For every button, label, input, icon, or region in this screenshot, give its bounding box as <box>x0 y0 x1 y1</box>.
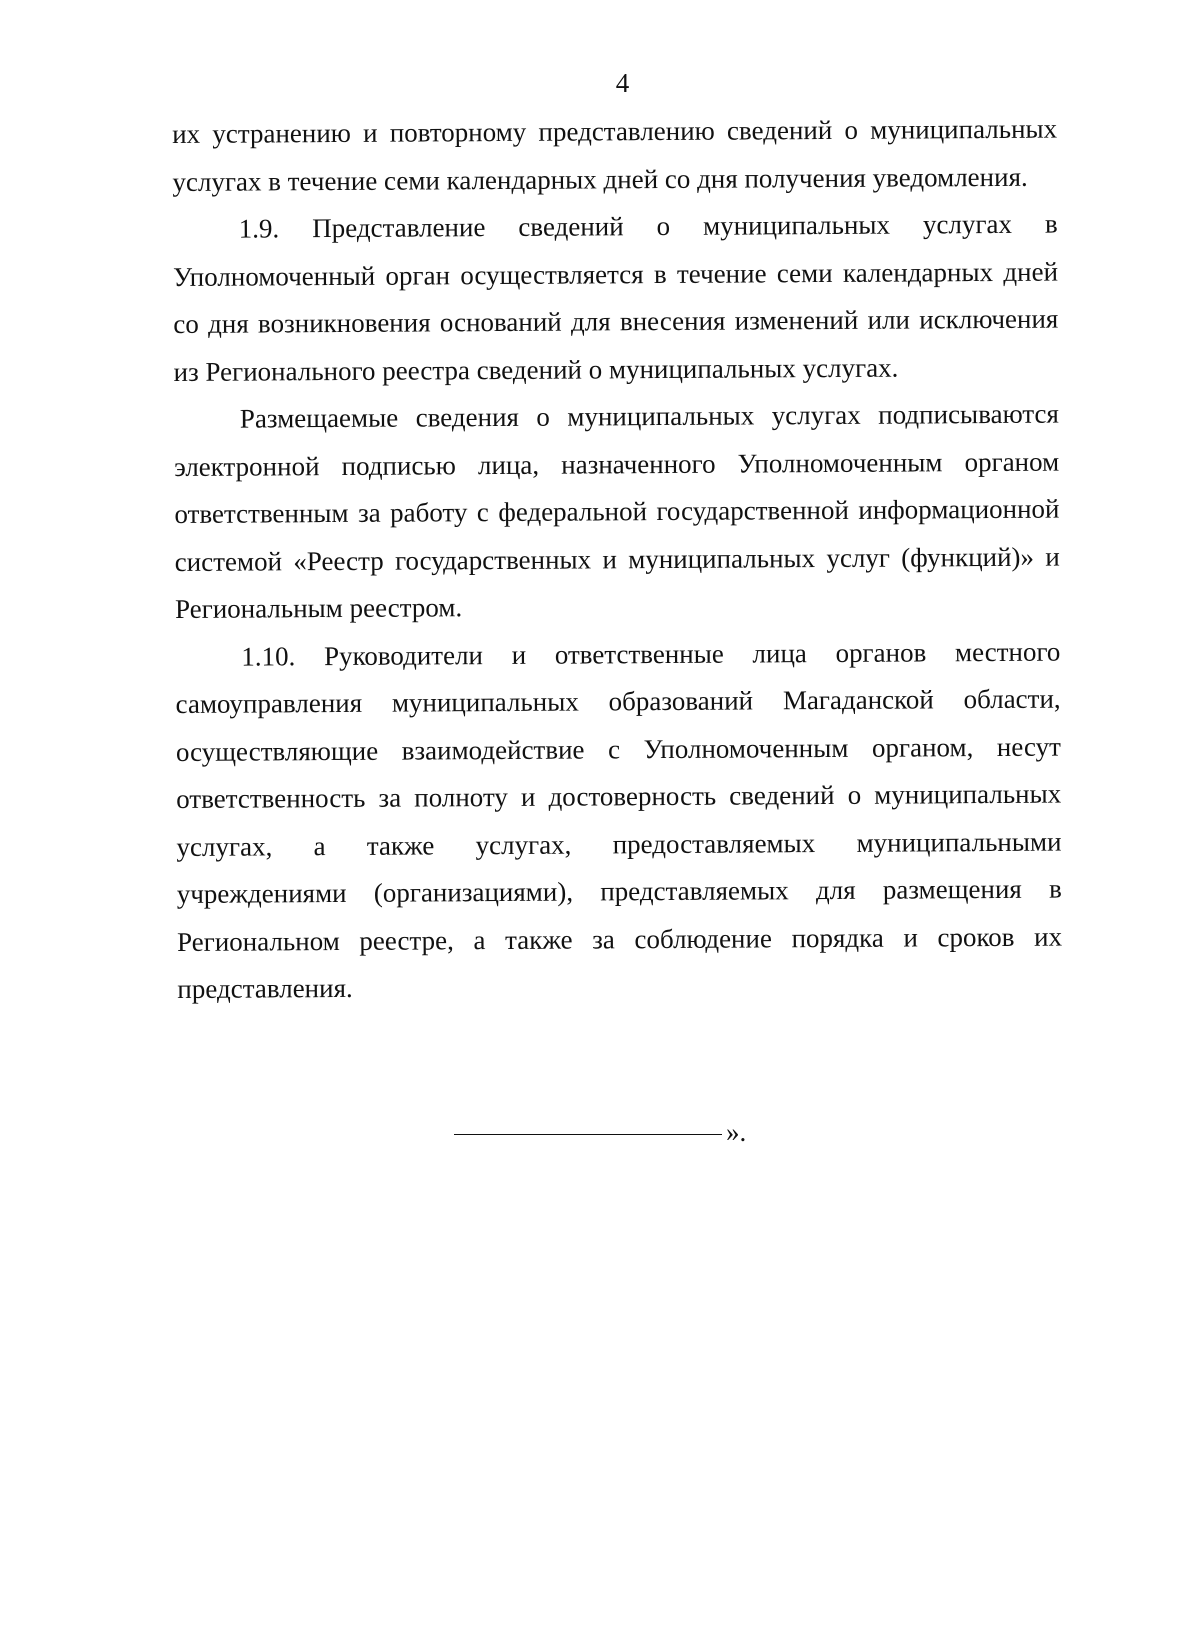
document-body <box>172 106 1062 1014</box>
paragraph-signature: Размещаемые сведения о муниципальных услугах подписываются электронной подписью лица, назначенного Уполномоченным органом ответственным за работу с федеральной государственной информационной системой «Реестр государственных и муниципальных услуг (функций)» и Региональным реестром. <box>174 398 1060 624</box>
paragraph-continuation: их устранению и повторному представлению сведений о муниципальных услугах в течение семи календарных дней со дня получения уведомления. <box>172 113 1058 197</box>
paragraph-1-9: 1.9. Представление сведений о муниципальных услугах в Уполномоченный орган осуществляется в течение семи календарных дней со дня возникновения оснований для внесения изменений или исключения из Регионального реестра сведений о муниципальных услугах. <box>172 208 1059 387</box>
closing-quote-mark: ». <box>726 1117 747 1147</box>
page-number: 4 <box>615 68 630 98</box>
closing-rule <box>454 1134 722 1135</box>
paragraph-1-10: 1.10. Руководители и ответственные лица органов местного самоуправления муниципальных образований Магаданской области, осуществляющие взаимодействие с Уполномоченным органом, несут ответственность за полноту и достоверность сведений о муниципальных услугах, а также услугах, предоставляемых муниципальными учреждениями (организациями), представляемых для размещения в Региональном реестре, а также за соблюдение порядка и сроков их представления. <box>175 636 1063 1004</box>
closing-line <box>454 1117 746 1148</box>
